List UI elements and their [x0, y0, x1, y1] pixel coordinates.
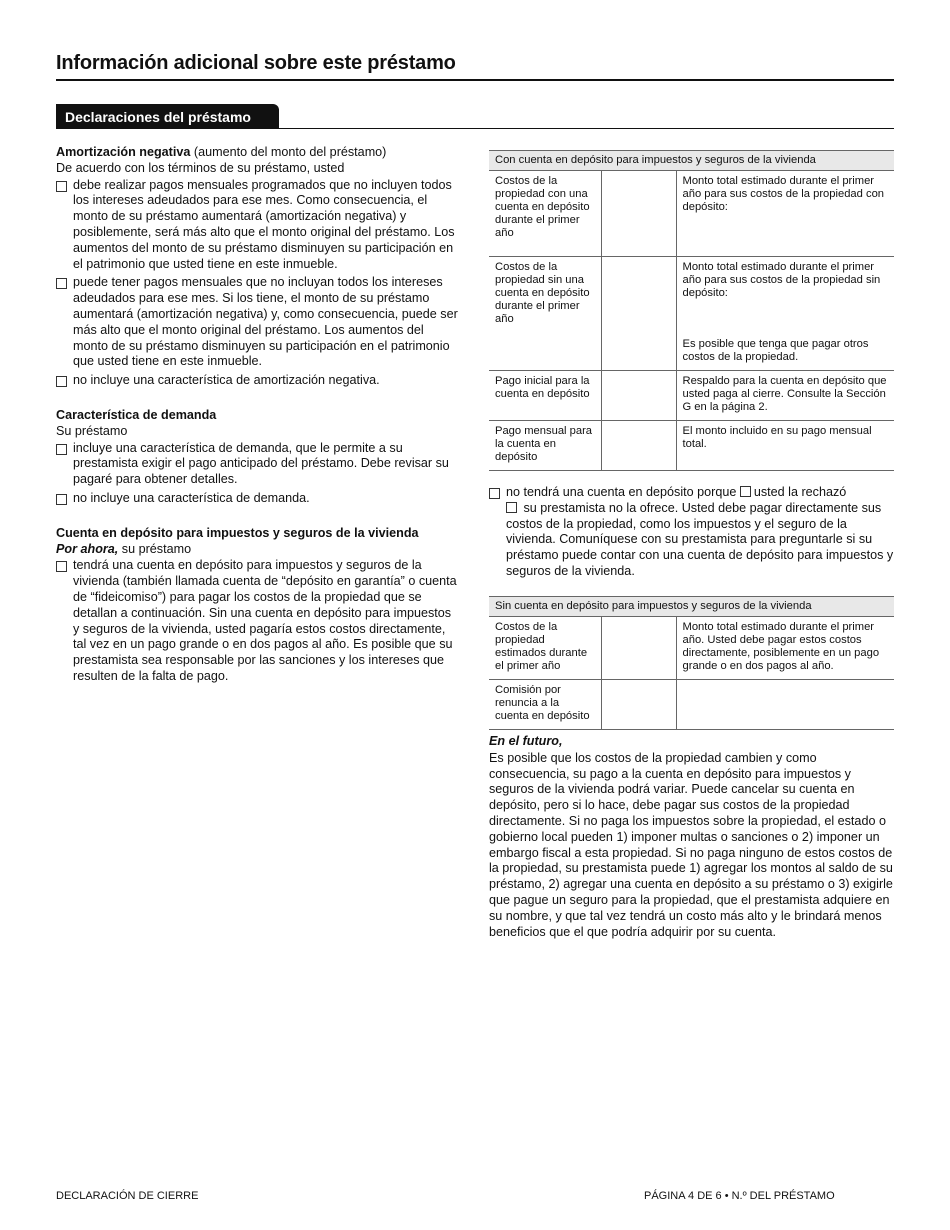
- demand-feature-intro: Su préstamo: [56, 423, 128, 438]
- demand-feature-block: [56, 408, 460, 507]
- checkbox-lender-not-offer[interactable]: [506, 502, 517, 513]
- row-value[interactable]: [601, 257, 676, 371]
- row-description: Monto total estimado durante el primer año. Usted debe pagar estos costos directamente, posiblemente en un pago grande o en dos pagos al año.: [676, 616, 894, 679]
- row-value[interactable]: [601, 171, 676, 257]
- checkbox-has-demand-feature[interactable]: [56, 444, 67, 455]
- option-no-escrow: [489, 485, 894, 580]
- row-value[interactable]: [601, 679, 676, 729]
- escrow-block: [56, 526, 460, 685]
- future-heading: En el futuro,: [489, 734, 563, 748]
- with-escrow-table: [489, 150, 894, 471]
- checkbox-no-demand-feature[interactable]: [56, 494, 67, 505]
- row-label: Costos de la propiedad sin una cuenta en depósito durante el primer año: [489, 257, 601, 371]
- table-row: [489, 421, 894, 471]
- row-label: Costos de la propiedad con una cuenta en depósito durante el primer año: [489, 171, 601, 257]
- option-will-have-escrow: [56, 558, 460, 684]
- row-description: Monto total estimado durante el primer año para sus costos de la propiedad con depósito:: [676, 171, 894, 257]
- without-escrow-table-header: Sin cuenta en depósito para impuestos y seguros de la vivienda: [489, 596, 894, 616]
- checkbox-no-negative-amortization[interactable]: [56, 376, 67, 387]
- row-note: Es posible que tenga que pagar otros costos de la propiedad.: [682, 338, 869, 363]
- option-text: tendrá una cuenta en depósito para impuestos y seguros de la vivienda (también llamada cuenta de “depósito en garantía” o cuenta de “fideicomiso”) para pagar los costos de la propiedad que se detallan a continuación. Sin una cuenta en depósito para impuestos y seguros de la vivienda, usted pagaría estos costos directamente, tal vez en un pago grande o en dos pagos al año. Es posible que su prestamista sea responsable por las sanciones y los intereses que resulten de la falta de pago.: [73, 558, 457, 683]
- table-row: [489, 257, 894, 371]
- table-row: [489, 371, 894, 421]
- escrow-intro-emphasis: Por ahora,: [56, 541, 119, 556]
- row-label: Pago mensual para la cuenta en depósito: [489, 421, 601, 471]
- left-column: [56, 145, 460, 704]
- option-text: incluye una característica de demanda, que le permite a su prestamista exigir el pago anticipado del préstamo. Debe revisar su pagaré para obtener detalles.: [73, 440, 449, 487]
- table-row: [489, 616, 894, 679]
- without-escrow-table: [489, 596, 894, 730]
- future-block: [489, 734, 895, 940]
- option-scheduled-payments: [56, 178, 460, 273]
- table-row: [489, 679, 894, 729]
- row-label: Pago inicial para la cuenta en depósito: [489, 371, 601, 421]
- escrow-intro: su préstamo: [118, 541, 192, 556]
- option-no-negative-amortization: [56, 373, 460, 389]
- row-label: Comisión por renuncia a la cuenta en depósito: [489, 679, 601, 729]
- option-may-have-payments: [56, 275, 460, 370]
- demand-feature-heading: Característica de demanda: [56, 407, 217, 422]
- option-text: debe realizar pagos mensuales programados que no incluyen todos los intereses adeudados para ese mes. Como consecuencia, el monto de su préstamo aumentará (amortización negativa) y posiblemente, será más alto que el monto original del préstamo. Los aumentos del monto de su préstamo disminuyen su participación en el patrimonio que usted tiene en este inmueble.: [73, 177, 455, 271]
- negative-amortization-note: (aumento del monto del préstamo): [190, 145, 387, 159]
- option-text: puede tener pagos mensuales que no incluyan todos los intereses adeudados para ese mes. Si los tiene, el monto de su préstamo aumentará (amortización negativa) y, como consecuencia, puede ser más alto que el monto original del préstamo. Los aumentos del monto de su préstamo disminuyen su participación en el patrimonio que usted tiene en este inmueble.: [73, 275, 458, 369]
- checkbox-you-declined[interactable]: [740, 486, 751, 497]
- option-no-demand-feature: [56, 491, 460, 507]
- page-title: Información adicional sobre este préstamo: [56, 52, 456, 74]
- row-description: El monto incluido en su pago mensual total.: [676, 421, 894, 471]
- title-divider: [56, 79, 894, 81]
- row-value[interactable]: [601, 616, 676, 679]
- row-label: Costos de la propiedad estimados durante el primer año: [489, 616, 601, 679]
- you-declined-text: usted la rechazó: [753, 485, 847, 499]
- escrow-heading: Cuenta en depósito para impuestos y seguros de la vivienda: [56, 525, 419, 540]
- checkbox-will-have-escrow[interactable]: [56, 561, 67, 572]
- negative-amortization-intro: De acuerdo con los términos de su préstamo, usted: [56, 160, 345, 175]
- negative-amortization-block: [56, 145, 460, 389]
- option-text: no incluye una característica de demanda.: [73, 490, 310, 505]
- row-description: Respaldo para la cuenta en depósito que usted paga al cierre. Consulte la Sección G en la página 2.: [676, 371, 894, 421]
- footer-page-number: PÁGINA 4 DE 6 • N.º DEL PRÉSTAMO: [644, 1190, 835, 1202]
- checkbox-no-escrow[interactable]: [489, 488, 500, 499]
- footer-document-name: DECLARACIÓN DE CIERRE: [56, 1190, 199, 1202]
- row-value[interactable]: [601, 421, 676, 471]
- section-tab-loan-disclosures: Declaraciones del préstamo: [56, 104, 279, 129]
- option-has-demand-feature: [56, 441, 460, 488]
- no-escrow-text: no tendrá una cuenta en depósito porque: [506, 485, 740, 499]
- checkbox-scheduled-payments[interactable]: [56, 181, 67, 192]
- row-value[interactable]: [601, 371, 676, 421]
- negative-amortization-heading: Amortización negativa: [56, 145, 191, 159]
- table-row: [489, 171, 894, 257]
- checkbox-may-have-payments[interactable]: [56, 278, 67, 289]
- lender-not-offer-text: su prestamista no la ofrece. Usted debe pagar directamente sus costos de la propiedad, como los impuestos y el seguro de la vivienda. Comuníquese con su prestamista para preguntarle si su préstamo puede contar con una cuenta de depósito para impuestos y seguros de la vivienda.: [506, 500, 894, 578]
- option-text: no incluye una característica de amortización negativa.: [73, 373, 380, 388]
- with-escrow-table-header: Con cuenta en depósito para impuestos y seguros de la vivienda: [489, 151, 894, 171]
- row-description: [676, 679, 894, 729]
- section-divider: [56, 128, 894, 129]
- future-body: Es posible que los costos de la propiedad cambien y como consecuencia, su pago a la cuenta en depósito para impuestos y seguros de la vivienda podrá variar. Puede cancelar su cuenta en depósito, pero si lo hace, debe pagar sus costos de la propiedad directamente. Si no paga los impuestos sobre la propiedad, el estado o gobierno local pueden 1) imponer multas o sanciones o 2) imponer un embargo fiscal a esta propiedad. Si no paga ninguno de estos costos de la propiedad, su prestamista puede 1) agregar los montos al saldo de su préstamo, 2) agregar una cuenta en depósito a su préstamo o 3) exigirle que pague un seguro para la propiedad, que el prestamista adquiere en su nombre, y que tal vez tendrá un costo más alto y le brindará menos beneficios que el que podría adquirir por su cuenta.: [489, 750, 893, 939]
- row-description: Monto total estimado durante el primer año para sus costos de la propiedad sin depósito:: [682, 261, 881, 299]
- right-column: [489, 150, 894, 730]
